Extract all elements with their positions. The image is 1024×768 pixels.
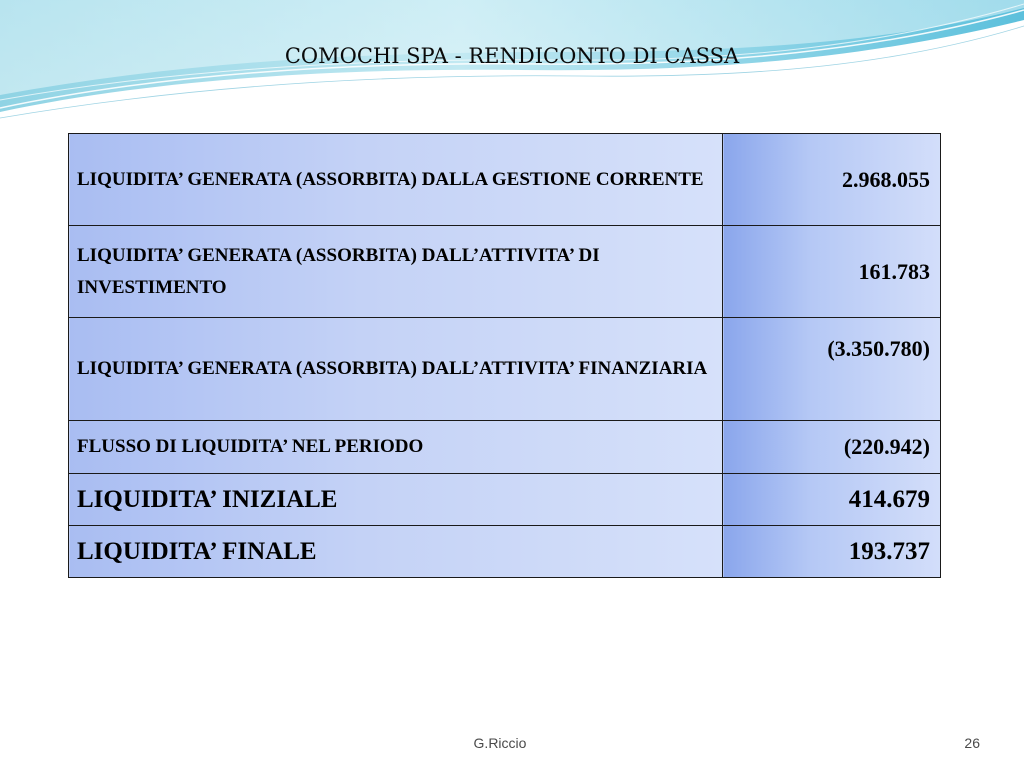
row-value: 2.968.055 — [723, 134, 941, 226]
table-row — [69, 474, 941, 526]
row-value: 414.679 — [723, 474, 941, 526]
row-label: LIQUIDITA’ GENERATA (ASSORBITA) DALLA GESTIONE CORRENTE — [69, 134, 723, 226]
row-label: FLUSSO DI LIQUIDITA’ NEL PERIODO — [69, 421, 723, 474]
row-label: LIQUIDITA’ INIZIALE — [69, 474, 723, 526]
row-label: LIQUIDITA’ GENERATA (ASSORBITA) DALL’ATTIVITA’ FINANZIARIA — [69, 318, 723, 421]
row-label: LIQUIDITA’ GENERATA (ASSORBITA) DALL’ATTIVITA’ DI INVESTIMENTO — [69, 226, 723, 318]
table-row — [69, 526, 941, 578]
table-row — [69, 318, 941, 421]
table-row — [69, 226, 941, 318]
cash-flow-table — [68, 133, 941, 578]
row-value: 161.783 — [723, 226, 941, 318]
slide-title: COMOCHI SPA - RENDICONTO DI CASSA — [284, 44, 740, 68]
table-row — [69, 134, 941, 226]
footer-author: G.Riccio — [473, 735, 527, 751]
table-row — [69, 421, 941, 474]
row-label: LIQUIDITA’ FINALE — [69, 526, 723, 578]
row-value: 193.737 — [723, 526, 941, 578]
row-value: (3.350.780) — [723, 318, 941, 421]
page-number: 26 — [964, 735, 980, 751]
row-value: (220.942) — [723, 421, 941, 474]
